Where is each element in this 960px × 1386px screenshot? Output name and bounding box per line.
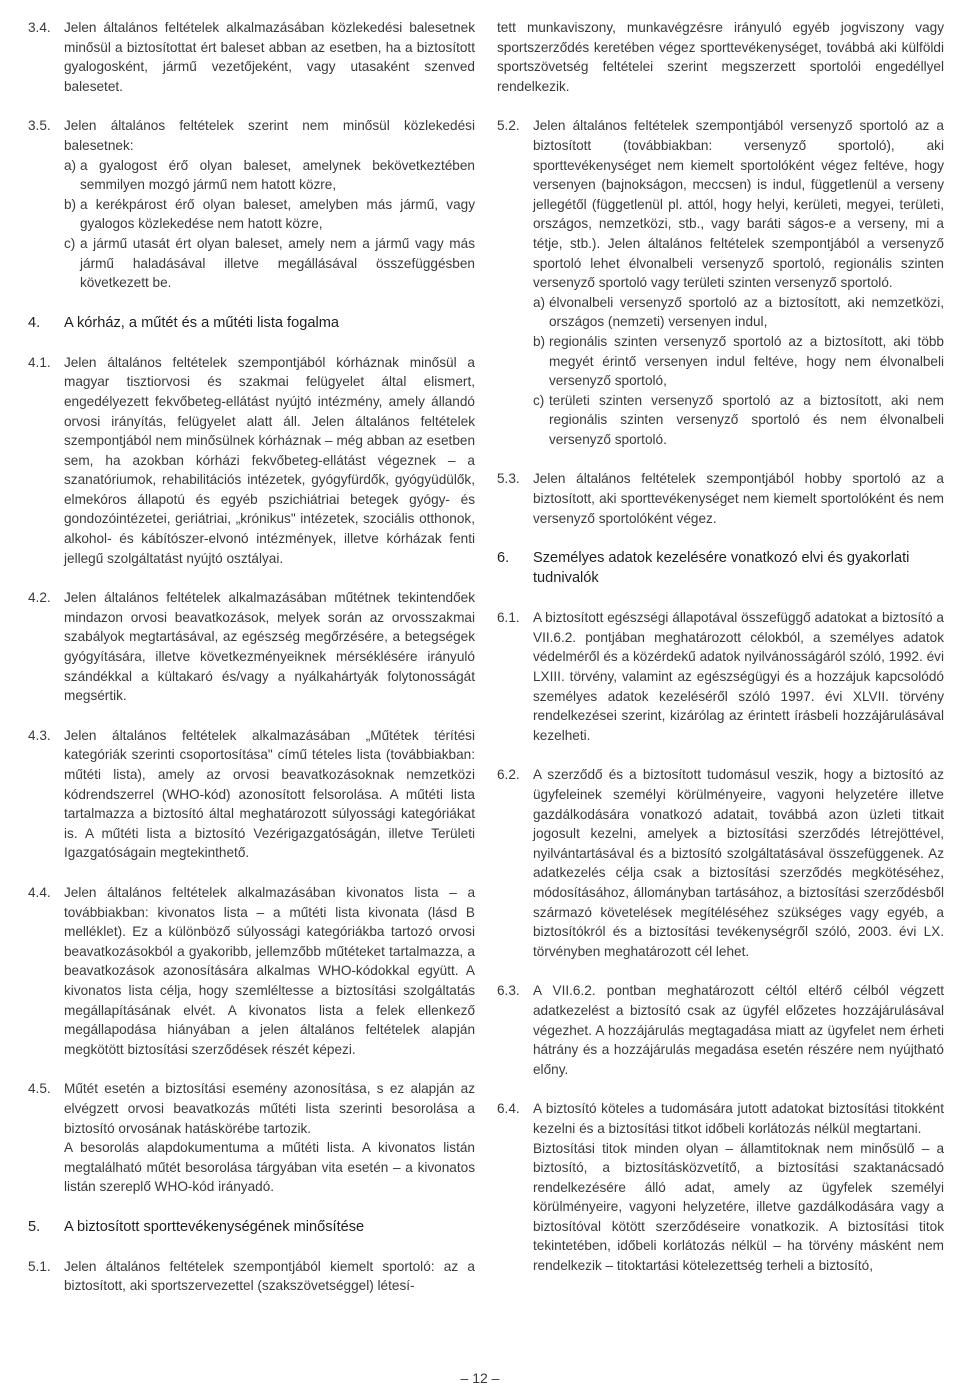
section-number: 5.3. — [497, 471, 520, 487]
section-number: 3.5. — [28, 118, 51, 134]
section-6-3 — [497, 981, 944, 1079]
section-number: 4.5. — [28, 1081, 51, 1097]
section-6-2 — [497, 765, 944, 961]
section-number: 6.3. — [497, 983, 520, 999]
section-6-1 — [497, 608, 944, 745]
list-item — [64, 156, 475, 195]
section-4-5 — [28, 1079, 475, 1197]
list-text: területi szinten versenyző sportoló az a biztosított, aki nem regionális szinten versenyző sportoló és nem élvonalbeli versenyző sportoló. — [549, 392, 944, 447]
list-letter: a) — [533, 294, 546, 310]
list-text: a gyalogost érő olyan baleset, amelynek bekövetkeztében semmilyen mozgó jármű nem hatott közre, — [80, 157, 475, 193]
heading-title: Személyes adatok kezelésére vonatkozó elvi és gyakorlati tudnivalók — [533, 550, 910, 587]
section-text: Jelen általános feltételek szempontjából kiemelt sportoló: az a biztosított, aki sportszervezettel (szakszövetséggel) létesí- — [64, 1258, 475, 1294]
heading-4 — [28, 313, 475, 333]
heading-title: A kórház, a műtét és a műtéti lista fogalma — [64, 314, 339, 331]
section-text: Jelen általános feltételek szempontjából versenyző sportoló az a biztosított (továbbiakban: versenyző sportoló), aki sporttevékenységet nem kiemelt sportolóként végez feltéve, hogy versenyen (bajnokságon, meccsen) is indul, függetlenül a verseny jellegétől (függetlenül pl. attól, hogy helyi, kerületi, megyei, területi, országos, nemzetközi, stb., vagy baráti ságos-e a verseny, mi a tétje, stb.). Jelen általános feltételek szempontjából a versenyző sportoló lehet élvonalbeli versenyző sportoló, regionális szinten versenyző sportoló vagy területi szinten versenyző sportoló. — [533, 118, 944, 291]
section-3-4 — [28, 18, 475, 96]
section-4-4 — [28, 883, 475, 1059]
list-letter: b) — [533, 333, 546, 349]
section-5-3 — [497, 469, 944, 528]
section-5-1-continued — [497, 18, 944, 96]
section-text: Jelen általános feltételek alkalmazásában közlekedési balesetnek minősül a biztosítottat ért baleset abban az esetben, ha a biztosított gyalogosként, jármű vezetőjeként, vagy utasaként szenved balesetet. — [64, 20, 475, 94]
section-body — [64, 1079, 475, 1197]
list-text: regionális szinten versenyző sportoló az a biztosított, aki több megyét érintő versenyen indul feltéve, hogy nem élvonalbeli versenyző sportoló, — [549, 333, 944, 389]
section-paragraph: A besorolás alapdokumentuma a műtéti lista. A kivonatos listán megtalálható műtét besorolása tárgyában vita esetén – a kivonatos listán szereplő WHO-kód irányadó. — [64, 1140, 475, 1195]
section-text: Jelen általános feltételek alkalmazásában műtétnek tekintendőek mindazon orvosi beavatkozások, melyek során az orvosszakmai szabályok megtartásával, az egészség megőrzésére, a betegségek gyógyítására, illetve következményeiknek mérséklésére irányuló szándékkal a kültakaró és/vagy a nyálkahártyák folytonosságát megsértik. — [64, 590, 475, 704]
list-item — [533, 332, 944, 391]
section-4-1 — [28, 353, 475, 569]
page-number: – 12 – — [460, 1370, 500, 1386]
section-number: 4.4. — [28, 884, 51, 900]
section-text: A szerződő és a biztosított tudomásul veszik, hogy a biztosító az ügyfeleinek személyi körülményeire, vagyoni helyzetére illetve gazdálkodására vonatkozó adatait, továbbá azon üzleti titkait jogosult kezelni, amelyek a biztosítási szerződés létrejöttével, nyilvántartásával és a biztosító szolgáltatásával összefüggenek. Az adatkezelés célja csak a biztosítási szerződés megkötéséhez, módosításához, állományban tartásához, a biztosítási szerződésből származó követelések megítéléséhez szükséges vagy egyéb, a biztosítókról és a biztosítási tevékenységről szóló, 2003. évi LX. törvényben meghatározott cél lehet. — [533, 767, 944, 959]
list-item — [533, 391, 944, 450]
section-number: 4.3. — [28, 727, 51, 743]
section-number: 4.1. — [28, 354, 51, 370]
section-number: 5.1. — [28, 1258, 51, 1274]
section-body — [533, 116, 944, 449]
heading-5 — [28, 1217, 475, 1237]
section-number: 6.1. — [497, 610, 520, 626]
section-body — [64, 116, 475, 292]
section-paragraph: Műtét esetén a biztosítási esemény azonosítása, s ez alapján az elvégzett orvosi beavatkozás műtéti lista szerinti besorolása a biztosító orvosának hatáskörébe tartozik. — [64, 1081, 475, 1136]
heading-6 — [497, 548, 944, 588]
section-number: 6.2. — [497, 767, 520, 783]
section-text: A VII.6.2. pontban meghatározott céltól eltérő célból végzett adatkezelést a biztosító csak az ügyfél előzetes hozzájárulásával végezhet. A hozzájárulás megtagadása miatt az ügyfelet nem érheti hátrány és a hozzájárulás megadása esetén részére nem nyújtható előny. — [533, 983, 944, 1077]
section-body — [533, 1099, 944, 1275]
list-text: élvonalbeli versenyző sportoló az a biztosított, aki nemzetközi, országos (nemzeti) versenyen indul, — [549, 294, 944, 330]
list-text: a kerékpárost érő olyan baleset, amelyben más jármű, vagy gyalogos közlekedése nem hatott közre, — [80, 196, 475, 232]
list-letter: b) — [64, 196, 77, 212]
list-letter: a) — [64, 157, 77, 173]
section-text: Jelen általános feltételek szempontjából kórháznak minősül a magyar tisztiorvosi és szakmai felügyelet által elismert, engedélyezett fekvőbeteg-ellátást nyújtó intézmény, amely állandó orvosi irányítás, felügyelet alatt áll. Jelen általános feltételek szempontjából nem minősülnek kórháznak – még abban az esetben sem, ha azokban kórházi fekvőbeteg-ellátást végeznek – a szanatóriumok, rehabilitációs intézetek, gyógyfürdők, gyógyüdülők, elmekóros állapotú és egyéb pszichiátriai betegek gyógy- és gondozóintézetei, geriátriai, „krónikus" intézetek, szociális otthonok, alkohol- és kábítószer-elvonó intézmények, illetve kórházak fenti jellegű szolgáltatást nyújtó osztályai. — [64, 354, 475, 566]
heading-title: A biztosított sporttevékenységének minősítése — [64, 1218, 365, 1235]
right-column — [497, 18, 944, 1296]
list-letter: c) — [64, 235, 76, 251]
section-text: Jelen általános feltételek alkalmazásában kivonatos lista – a továbbiakban: kivonatos lista – a műtéti lista kivonata (lásd B melléklet). Ez a különböző súlyossági kategóriákba tartozó orvosi beavatkozásokból a gyakoribb, jellemzőbb műtéteket tartalmazza, a beavatkozások azonosítására alkalmas WHO-kódokkal együtt. A kivonatos lista célja, hogy szemléltesse a biztosítási szolgáltatás megállapításának elvét. A kivonatos lista a felek ellenkező megállapodása hiányában a jelen általános feltételek alapján megkötött biztosítási szerződések részét képezi. — [64, 884, 475, 1057]
section-5-1 — [28, 1257, 475, 1296]
section-4-2 — [28, 588, 475, 706]
section-number: 5.2. — [497, 118, 520, 134]
section-4-3 — [28, 726, 475, 863]
section-text: tett munkaviszony, munkavégzésre irányuló egyéb jogviszony vagy sportszerződés keretében végez sporttevékenységet, továbbá aki külföldi sportszövetség feltételei szerint megszerzett sportolói engedéllyel rendelkezik. — [497, 20, 944, 94]
section-3-5 — [28, 116, 475, 292]
section-6-4 — [497, 1099, 944, 1275]
section-paragraph: A biztosító köteles a tudomására jutott adatokat biztosítási titokként kezelni és a biztosítási titkot időbeli korlátozás nélkül megtartani. — [533, 1101, 944, 1136]
list-item — [533, 293, 944, 332]
heading-number: 6. — [497, 550, 510, 567]
list-text: a jármű utasát ért olyan baleset, amely nem a jármű vagy más jármű haladásával illetve megállásával összefüggésben következett be. — [80, 235, 475, 291]
section-text: A biztosított egészségi állapotával összefüggő adatokat a biztosító a VII.6.2. pontjában meghatározott célokból, a személyes adatok védelméről és a közérdekű adatok nyilvánosságáról szóló, 1992. évi LXIII. törvény, valamint az egészségügyi és a hozzájuk kapcsolódó személyes adatok kezeléséről szóló 1997. évi XLVII. törvény rendelkezései szerint, kizárólag az érintett írásbeli hozzájárulásával kezelheti. — [533, 610, 944, 743]
list-letter: c) — [533, 392, 545, 408]
list-item — [64, 234, 475, 293]
section-text: Jelen általános feltételek szerint nem minősül közlekedési balesetnek: — [64, 118, 475, 153]
section-text: Jelen általános feltételek alkalmazásában „Műtétek térítési kategóriák szerinti csoportosítása" című tételes lista (továbbiakban: műtéti lista), amely az orvosi beavatkozásoknak nemzetközi kódrendszerrel (WHO-kód) azonosított felsorolása. A műtéti lista tartalmazza a biztosító által meghatározott súlyossági kategóriákat is. A műtéti lista a biztosító Vezérigazgatóságán, illetve Területi Igazgatóságain megtekinthető. — [64, 727, 475, 861]
heading-number: 5. — [28, 1218, 41, 1235]
heading-number: 4. — [28, 314, 41, 331]
section-number: 4.2. — [28, 590, 51, 606]
left-column — [28, 18, 475, 1316]
list-item — [64, 195, 475, 234]
section-text: Jelen általános feltételek szempontjából hobby sportoló az a biztosított, aki sporttevékenységet nem kiemelt sportolóként és nem versenyző sportolóként végez. — [533, 471, 944, 526]
section-paragraph: Biztosítási titok minden olyan – államtitoknak nem minősülő – a biztosító, a biztosításközvetítő, a biztosítási szaktanácsadó rendelkezésére álló adat, amely az ügyfelek személyi körülményeire, vagyoni helyzetére, illetve gazdálkodására vagy a biztosítóval kötött szerződéseire vonatkozik. A biztosítási titok tekintetében, időbeli korlátozás nélkül – ha törvény másként nem rendelkezik – titoktartási kötelezettség terheli a biztosító, — [533, 1140, 944, 1274]
section-5-2 — [497, 116, 944, 449]
section-number: 6.4. — [497, 1101, 520, 1117]
section-number: 3.4. — [28, 20, 51, 35]
